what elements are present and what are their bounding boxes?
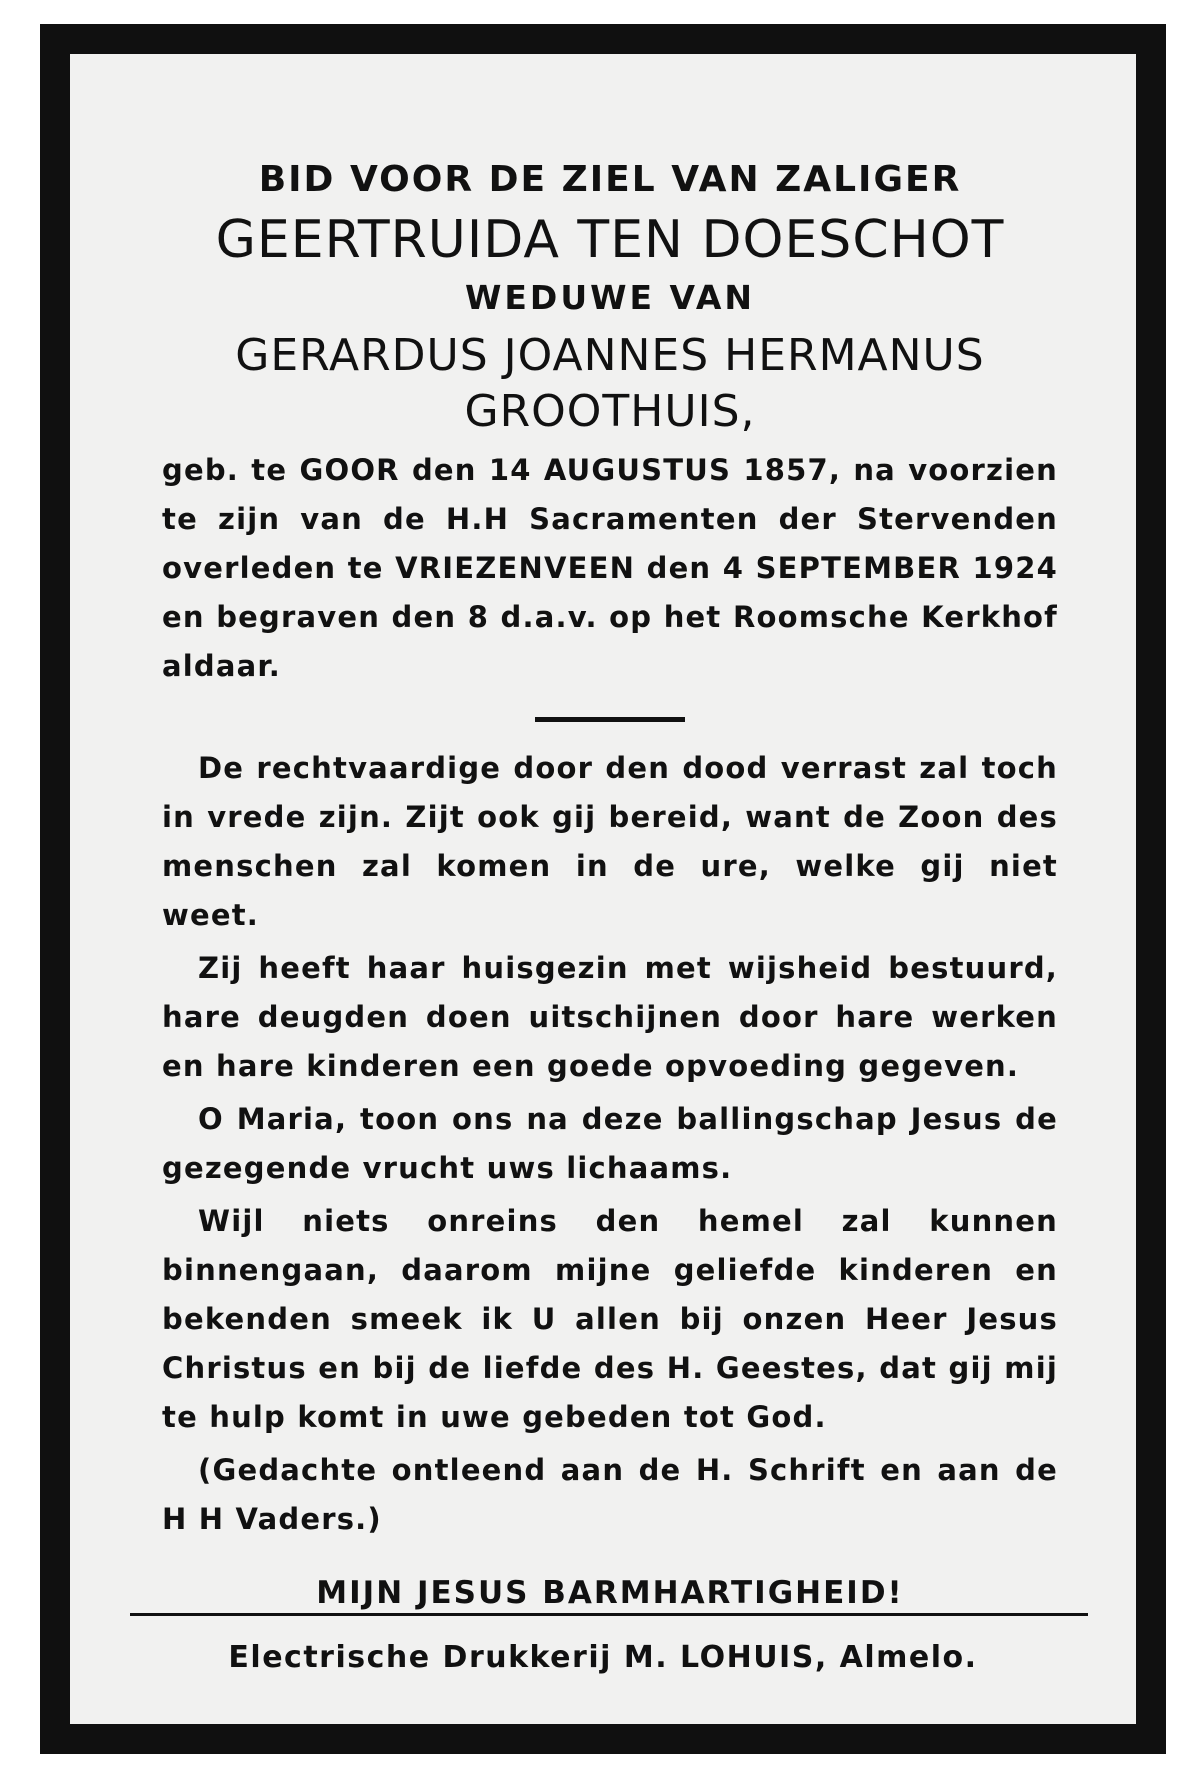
card-heading — [162, 158, 1058, 440]
footer-rule — [130, 1613, 1088, 1616]
verse-paragraph: Wijl niets onreins den hemel zal kunnen binnengaan, daarom mijne geliefde kinderen en bekenden smeek ik U allen bij onzen Heer Jesus Christus en bij de liefde des H. Geestes, dat gij mij te hulp komt in uwe gebeden tot God. — [162, 1204, 1058, 1434]
deceased-name: GEERTRUIDA TEN DOESCHOT — [215, 210, 1005, 270]
closing-prayer: MIJN JESUS BARMHARTIGHEID! — [316, 1575, 904, 1611]
prayer-line: BID VOOR DE ZIEL VAN ZALIGER — [258, 159, 962, 200]
memorial-card — [40, 24, 1166, 1754]
husband-name: GERARDUS JOANNES HERMANUS GROOTHUIS, — [235, 330, 985, 437]
source-note: (Gedachte ontleend aan de H. Schrift en aan de H H Vaders.) — [162, 1453, 1058, 1536]
card-paper — [70, 54, 1136, 1724]
printer-credit: Electrische Drukkerij M. LOHUIS, Almelo. — [228, 1640, 978, 1675]
divider-rule — [535, 717, 685, 722]
verse-paragraph: O Maria, toon ons na deze ballingschap Jesus de gezegende vrucht uws lichaams. — [162, 1102, 1058, 1185]
verse-paragraph: Zij heeft haar huisgezin met wijsheid bestuurd, hare deugden doen uitschijnen door hare werken en hare kinderen een goede opvoeding gegeven. — [162, 951, 1058, 1083]
biography-text: geb. te GOOR den 14 AUGUSTUS 1857, na voorzien te zijn van de H.H Sacramenten der Stervenden overleden te VRIEZENVEEN den 4 SEPTEMBER 1924 en begraven den 8 d.a.v. op het Roomsche Kerkhof aldaar. — [162, 453, 1058, 683]
verse-paragraph: De rechtvaardige door den dood verrast zal toch in vrede zijn. Zijt ook gij bereid, want de Zoon des menschen zal komen in de ure, welke gij niet weet. — [162, 751, 1058, 932]
widow-line: WEDUWE VAN — [464, 278, 756, 317]
